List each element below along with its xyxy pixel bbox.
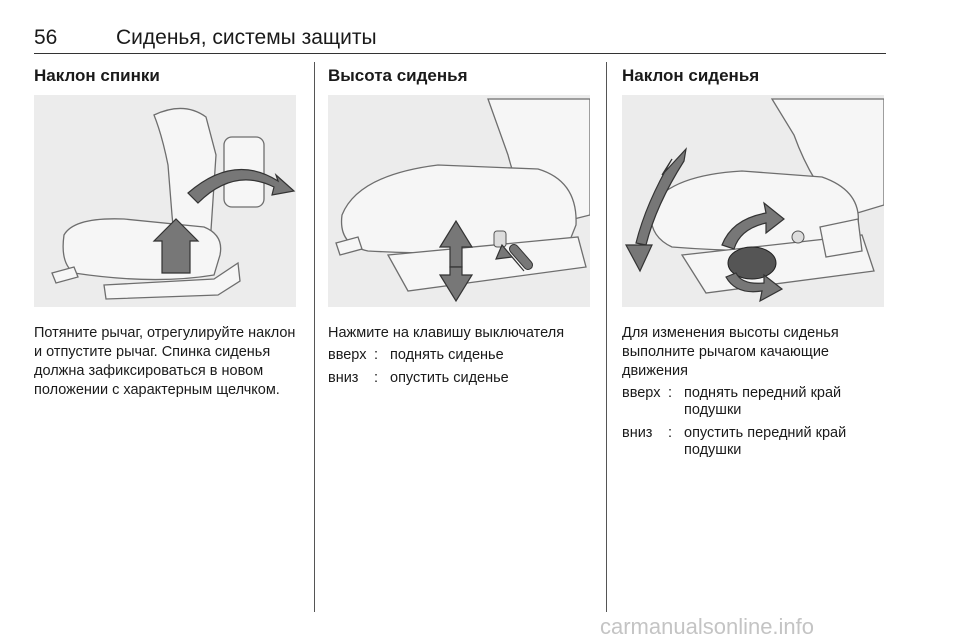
instruction-text: Потяните рычаг, отрегулируйте наклон и отпустите рычаг. Спинка сиденья должна зафиксироваться в новом положении с характерным щелчком. [34, 325, 296, 398]
list-item [328, 370, 509, 393]
section-seat-tilt [622, 66, 890, 465]
separator: : [668, 425, 673, 441]
direction-desc: поднять передний край подушки [684, 385, 842, 418]
list-item [622, 425, 890, 465]
direction-term: вниз [622, 425, 653, 441]
section-heading: Наклон спинки [34, 66, 160, 85]
seat-tilt-lever-illustration [622, 95, 884, 307]
separator: : [668, 385, 673, 401]
instruction-text: Нажмите на клавишу выключателя [328, 325, 565, 341]
list-item [328, 347, 509, 370]
direction-term: вниз [328, 370, 359, 386]
separator: : [374, 347, 379, 363]
section-heading: Высота сиденья [328, 66, 468, 85]
header-rule [34, 53, 886, 54]
watermark: carmanualsonline.info [600, 614, 815, 639]
chapter-title: Сиденья, системы защиты [116, 26, 377, 49]
section-heading: Наклон сиденья [622, 66, 760, 85]
separator: : [374, 370, 379, 386]
direction-term: вверх [622, 385, 661, 401]
section-seat-height [328, 66, 594, 393]
direction-list [328, 347, 509, 393]
page-number: 56 [34, 26, 58, 49]
direction-desc: опустить сиденье [390, 370, 509, 386]
page-header [34, 26, 886, 52]
column-divider [606, 62, 607, 612]
section-backrest-tilt [34, 66, 302, 400]
direction-term: вверх [328, 347, 367, 363]
direction-list [622, 385, 890, 465]
column-divider [314, 62, 315, 612]
direction-desc: поднять сиденье [390, 347, 504, 363]
list-item [622, 385, 890, 425]
instruction-text: Для изменения высоты сиденья выполните рычагом качающие движения [622, 325, 839, 379]
seat-backrest-recline-illustration [34, 95, 296, 307]
seat-height-switch-illustration [328, 95, 590, 307]
direction-desc: опустить передний край подушки [684, 425, 847, 458]
